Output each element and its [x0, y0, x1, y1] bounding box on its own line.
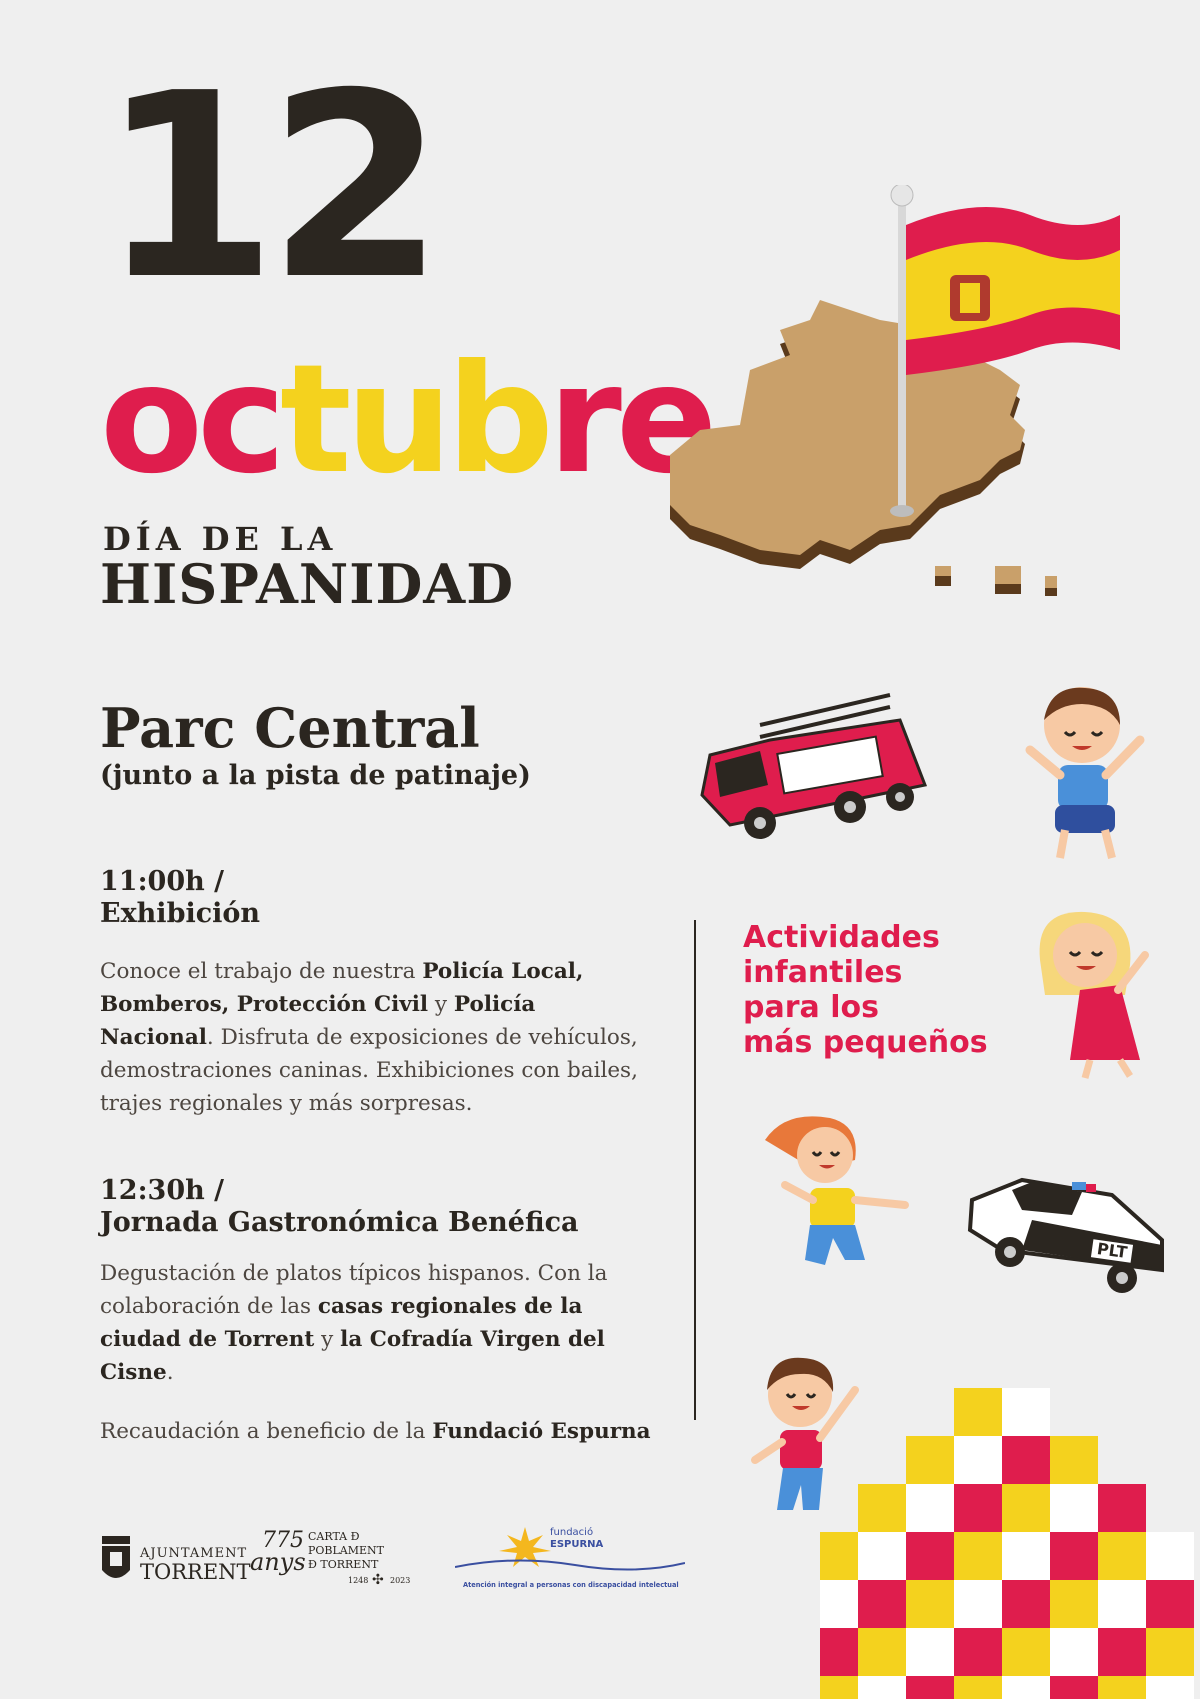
checker-square	[820, 1532, 858, 1580]
fundacio-espurna-logo	[455, 1525, 685, 1595]
event-2-description-part: Degustación de platos típicos hispanos. Con la colaboración de las	[100, 1261, 608, 1319]
event-2-description-part: .	[166, 1360, 174, 1385]
carta-line-3: Ð TORRENT	[308, 1558, 379, 1571]
police-car-plate: PLT	[1095, 1238, 1129, 1263]
checker-square	[906, 1676, 954, 1699]
girl-red-dress-icon	[1020, 910, 1160, 1080]
checker-square	[954, 1532, 1002, 1580]
month-letter: r	[547, 333, 616, 507]
checker-square	[1098, 1580, 1146, 1628]
checker-square	[1002, 1436, 1050, 1484]
kids-line-4: más pequeños	[743, 1025, 988, 1060]
checker-square	[1002, 1484, 1050, 1532]
girl-yellow-shirt-icon	[755, 1110, 915, 1270]
event-1-description-part: Policía Nacional	[100, 992, 536, 1050]
carta-line-1: CARTA Ð	[308, 1530, 360, 1543]
checker-square	[954, 1484, 1002, 1532]
event-2-description-part: y	[314, 1327, 341, 1352]
event-2-description-part: casas regionales de la ciudad de Torrent	[100, 1294, 583, 1352]
event-1-title: Exhibición	[100, 898, 261, 929]
subtitle-line-1: DÍA DE LA	[103, 520, 338, 558]
checker-square	[1098, 1484, 1146, 1532]
checker-square	[954, 1436, 1002, 1484]
month-letter: o	[100, 333, 198, 507]
carta-number: 775	[262, 1528, 304, 1553]
checker-square	[1002, 1628, 1050, 1676]
day-number: 12	[100, 39, 435, 336]
checkerboard-decoration	[820, 1340, 1200, 1699]
espurna-line-1: fundació	[550, 1527, 594, 1538]
carta-poblament-logo	[250, 1528, 430, 1598]
venue-name: Parc Central	[100, 696, 480, 760]
kids-line-2: infantiles	[743, 955, 903, 990]
charity-note	[100, 1415, 700, 1448]
event-2-time: 12:30h /	[100, 1175, 225, 1206]
event-2-title: Jornada Gastronómica Benéfica	[100, 1207, 579, 1238]
torrent-shield-icon	[98, 1530, 134, 1586]
boy-blue-shirt-icon	[1020, 680, 1150, 870]
checker-square	[1050, 1676, 1098, 1699]
checker-square	[906, 1580, 954, 1628]
carta-year-end: 2023	[390, 1576, 411, 1585]
checker-square	[906, 1436, 954, 1484]
checker-square	[1050, 1484, 1098, 1532]
checker-square	[1050, 1628, 1098, 1676]
month-letter: e	[615, 333, 712, 507]
checker-square	[820, 1580, 858, 1628]
checker-square	[820, 1628, 858, 1676]
charity-name: Fundació Espurna	[432, 1419, 651, 1444]
subtitle-line-2: HISPANIDAD	[100, 552, 515, 616]
kids-line-3: para los	[743, 990, 879, 1025]
event-1-description-part: . Disfruta de exposiciones de vehículos, demostraciones caninas. Exhibiciones con bailes, trajes regionales y más sorpresas.	[100, 1025, 638, 1116]
carta-anys: anys	[250, 1548, 306, 1576]
checker-square	[1002, 1580, 1050, 1628]
charity-prefix: Recaudación a beneficio de la	[100, 1419, 433, 1444]
checker-square	[858, 1484, 906, 1532]
month-letter: t	[279, 333, 346, 507]
checker-square	[1146, 1628, 1194, 1676]
month-letter: u	[345, 333, 447, 507]
checker-square	[1050, 1436, 1098, 1484]
checker-square	[1002, 1676, 1050, 1699]
checker-square	[906, 1628, 954, 1676]
venue-detail: (junto a la pista de patinaje)	[100, 760, 531, 791]
spain-flag-icon	[890, 185, 1130, 525]
checker-square	[954, 1388, 1002, 1436]
ajuntament-line-1: AJUNTAMENT	[140, 1546, 248, 1561]
event-1-description-part: y	[428, 992, 454, 1017]
checker-square	[1098, 1628, 1146, 1676]
kids-line-1: Actividades	[743, 920, 940, 955]
event-2-description-part: la Cofradía Virgen del Cisne	[100, 1327, 605, 1385]
ajuntament-torrent-logo	[98, 1530, 251, 1590]
checker-square	[820, 1676, 858, 1699]
event-1-description-part: Conoce el trabajo de nuestra	[100, 959, 423, 984]
event-2-description	[100, 1257, 640, 1389]
carta-year-start: 1248	[348, 1576, 369, 1585]
checker-square	[858, 1532, 906, 1580]
espurna-tagline: Atención integral a personas con discapacidad intelectual	[463, 1581, 679, 1589]
checker-square	[906, 1484, 954, 1532]
checker-square	[858, 1580, 906, 1628]
vertical-divider	[694, 920, 696, 1420]
checker-square	[954, 1676, 1002, 1699]
checker-square	[1002, 1388, 1050, 1436]
fire-truck-icon	[690, 685, 940, 855]
ajuntament-line-2: TORRENT	[140, 1560, 251, 1584]
month-letter: b	[446, 333, 548, 507]
event-1-time: 11:00h /	[100, 866, 225, 897]
espurna-line-2: ESPURNA	[550, 1539, 604, 1550]
checker-square	[954, 1580, 1002, 1628]
event-1-description-part: Policía Local, Bomberos, Protección Civil	[100, 959, 584, 1017]
cross-icon: ✣	[372, 1572, 384, 1588]
checker-square	[954, 1628, 1002, 1676]
event-1-description	[100, 955, 640, 1120]
checker-square	[858, 1676, 906, 1699]
checker-square	[1146, 1580, 1194, 1628]
checker-square	[1050, 1580, 1098, 1628]
carta-line-2: POBLAMENT	[308, 1544, 385, 1557]
kids-activities-text	[743, 920, 988, 1060]
espurna-wave-icon	[455, 1555, 685, 1575]
checker-square	[1146, 1676, 1194, 1699]
police-car-icon	[962, 1160, 1172, 1300]
checker-square	[1050, 1532, 1098, 1580]
checker-square	[906, 1532, 954, 1580]
checker-square	[1098, 1532, 1146, 1580]
month-letter: c	[197, 333, 280, 507]
checker-square	[1098, 1676, 1146, 1699]
checker-square	[1146, 1532, 1194, 1580]
checker-square	[1002, 1532, 1050, 1580]
checker-square	[858, 1628, 906, 1676]
month-name	[100, 333, 712, 507]
